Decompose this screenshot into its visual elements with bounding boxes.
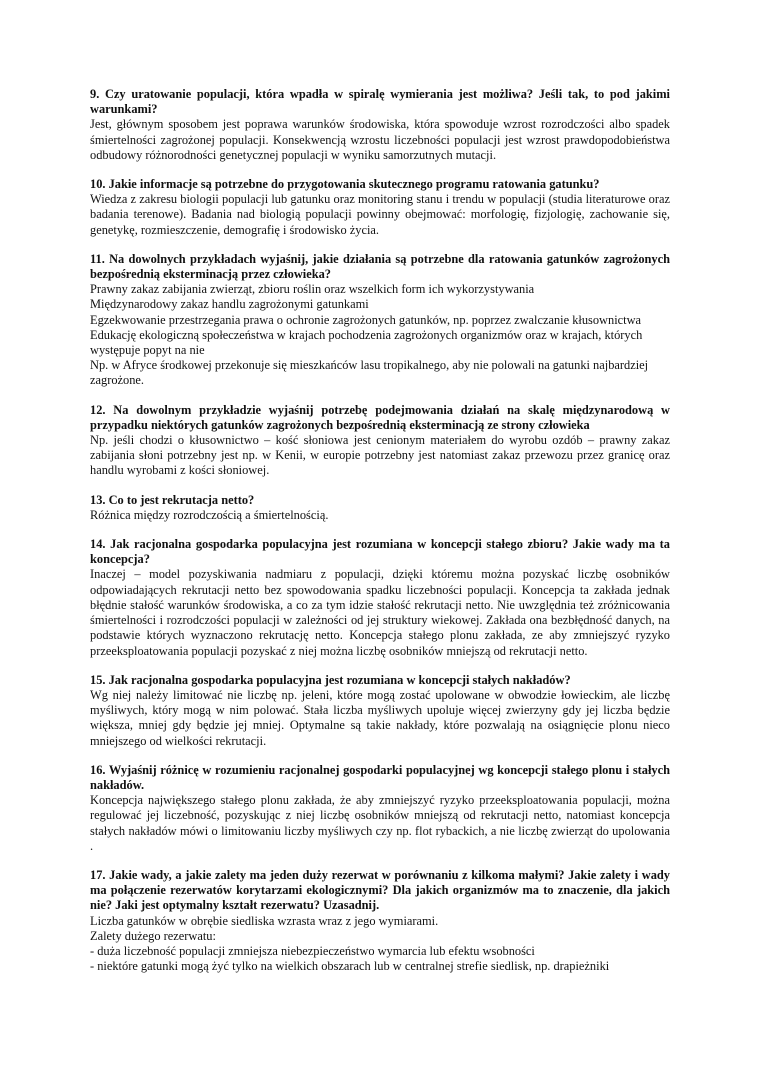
question-heading: 15. Jak racjonalna gospodarka populacyjna jest rozumiana w koncepcji stałych nakładów? (90, 672, 571, 687)
answer-text: Wiedza z zakresu biologii populacji lub gatunku oraz monitoring stanu i trendu w populacji (studia literaturowe oraz badania terenowe). Badania nad biologią populacji powinny obejmować: morfologię, fizjologię, zachowanie się, genetykę, rozmieszczenie, demografię i środowisko życia. (90, 192, 670, 237)
question-block-11 (90, 252, 670, 389)
question-block-9 (90, 87, 670, 163)
question-block-13 (90, 493, 670, 523)
answer-text: Różnica między rozrodczością a śmiertelnością. (90, 507, 329, 522)
answer-line: Egzekwowanie przestrzegania prawa o ochronie zagrożonych gatunków, np. poprzez zwalczanie kłusownictwa (90, 312, 642, 327)
answer-line: Międzynarodowy zakaz handlu zagrożonymi gatunkami (90, 297, 369, 312)
answer-line: Prawny zakaz zabijania zwierząt, zbioru roślin oraz wszelkich form ich wykorzystywania (90, 282, 535, 297)
question-heading: 11. Na dowolnych przykładach wyjaśnij, jakie działania są potrzebne dla ratowania gatunków zagrożonych bezpośrednią eksterminacją przez człowieka? (90, 251, 670, 282)
answer-line: Np. w Afryce środkowej przekonuje się mieszkańców lasu tropikalnego, aby nie polowali na gatunki najbardziej zagrożone. (90, 358, 649, 388)
question-heading: 16. Wyjaśnij różnicę w rozumieniu racjonalnej gospodarki populacyjnej wg koncepcji stałego plonu i stałych nakładów. (90, 762, 670, 792)
question-heading: 17. Jakie wady, a jakie zalety ma jeden duży rezerwat w porównaniu z kilkoma małymi? Jakie zalety i wady ma połączenie rezerwatów korytarzami ekologicznymi? Dla jakich organizmów ma to znaczenie, dla jakich nie? Jaki jest optymalny kształt rezerwatu? Uzasadnij. (90, 867, 670, 913)
answer-line: - niektóre gatunki mogą żyć tylko na wielkich obszarach lub w centralnej strefie siedlisk, np. drapieżniki (90, 959, 610, 974)
answer-text: Wg niej należy limitować nie liczbę np. jeleni, które mogą zostać upolowane w obwodzie łowieckim, ale liczbę myśliwych, który mogą w nim polować. Stała liczba myśliwych upoluje więcej zwierzyny gdy jej liczba będzie większa, mniej gdy będzie jej mniej. Optymalne są takie nakłady, które pozwalają na osiągnięcie plonu nieco mniejszego od wielkości rekrutacji. (90, 687, 670, 748)
answer-text: Inaczej – model pozyskiwania nadmiaru z populacji, dzięki któremu można pozyskać liczbę osobników odpowiadających rekrutacji netto bez spowodowania spadku liczebności populacji. Koncepcja ta zakłada jednak błędnie stałość warunków środowiska, a co za tym idzie stałość rekrutacji netto. Nie uwzględnia też zróżnicowania śmiertelności i rozrodczości populacji w zależności od jej struktury wiekowej. Zakłada ona bezbłędność danych, na podstawie których wyznaczono rekrutację netto. Koncepcja stałego plonu zakłada, ze aby zmniejszyć ryzyko przeeksploatowania populacji pozyskać z niej można liczbę osobników mniejszą od rekrutacji netto. (90, 567, 670, 658)
question-heading: 12. Na dowolnym przykładzie wyjaśnij potrzebę podejmowania działań na skalę międzynarodową w przypadku niektórych gatunków zagrożonych bezpośrednią eksterminacją ze strony człowieka (90, 402, 670, 432)
answer-text: Koncepcja największego stałego plonu zakłada, że aby zmniejszyć ryzyko przeeksploatowania populacji, można regulować jej liczebność, pozyskując z niej liczbę osobników mniejszą od rekrutacji netto, natomiast koncepcja stałych nakładów mówi o limitowaniu liczby myśliwych czy np. flot rybackich, a nie liczbę zwierząt do upolowania . (90, 793, 670, 853)
answer-text: Jest, głównym sposobem jest poprawa warunków środowiska, która spowoduje wzrost rozrodczości albo spadek śmiertelności zagrożonej populacji. Konsekwencją wzrostu liczebności populacji jest wzrost prawdopodobieństwa odbudowy różnorodności genetycznej populacji w wyniku samorzutnych mutacji. (90, 117, 670, 162)
answer-line: Liczba gatunków w obrębie siedliska wzrasta wraz z jego wymiarami. (90, 913, 439, 928)
question-heading: 14. Jak racjonalna gospodarka populacyjna jest rozumiana w koncepcji stałego zbioru? Jakie wady ma ta koncepcja? (90, 537, 670, 567)
answer-text: Np. jeśli chodzi o kłusownictwo – kość słoniowa jest cenionym materiałem do wyrobu ozdób – prawny zakaz zabijania słoni potrzebny jest np. w Kenii, w europie potrzebny jest natomiast zakaz przewozu przez granicę oraz handlu wyrobami z kości słoniowej. (90, 433, 670, 478)
question-block-14 (90, 537, 670, 659)
question-heading: 9. Czy uratowanie populacji, która wpadła w spiralę wymierania jest możliwa? Jeśli tak, to pod jakimi warunkami? (90, 87, 670, 117)
answer-line: - duża liczebność populacji zmniejsza niebezpieczeństwo wymarcia lub efektu wsobności (90, 943, 535, 958)
question-block-12 (90, 403, 670, 479)
question-heading: 13. Co to jest rekrutacja netto? (90, 492, 255, 507)
question-heading: 10. Jakie informacje są potrzebne do przygotowania skutecznego programu ratowania gatunku? (90, 177, 600, 192)
question-block-10 (90, 177, 670, 238)
question-block-15 (90, 673, 670, 749)
question-block-17 (90, 868, 670, 974)
question-block-16 (90, 763, 670, 854)
answer-line: Zalety dużego rezerwatu: (90, 928, 216, 943)
answer-line: Edukację ekologiczną społeczeństwa w krajach pochodzenia zagrożonych organizmów oraz w krajach, których występuje popyt na nie (90, 327, 643, 358)
